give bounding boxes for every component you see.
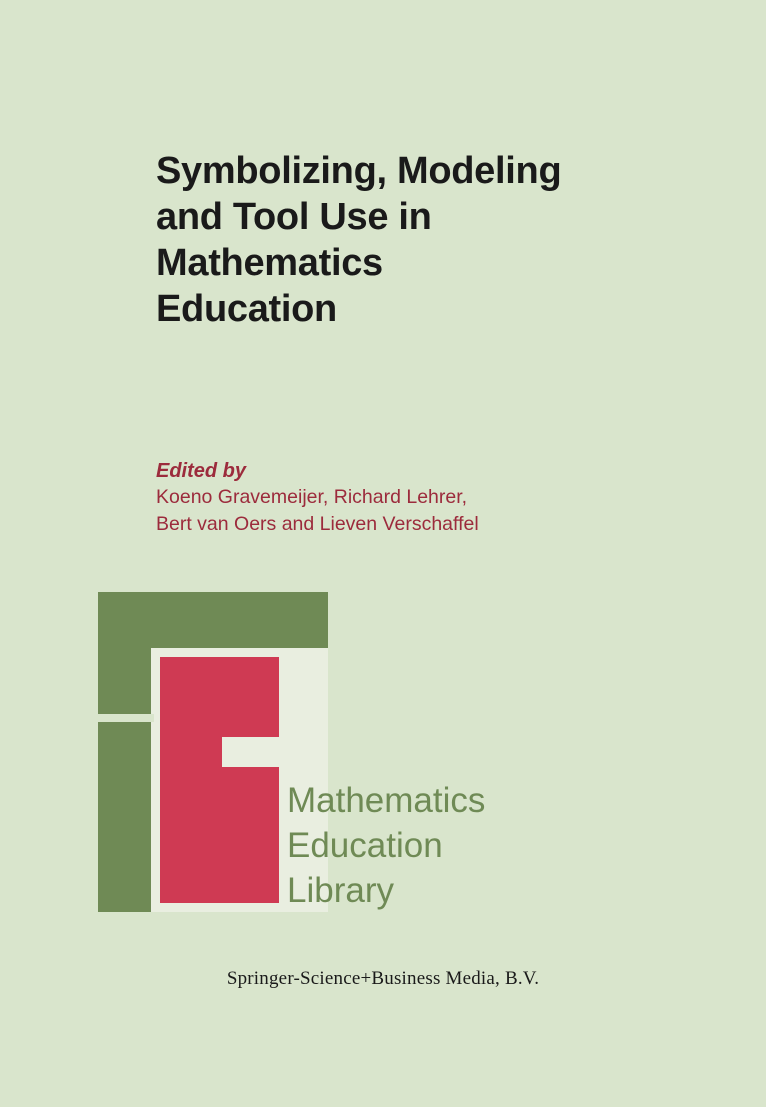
editor-line-2: Bert van Oers and Lieven Verschaffel xyxy=(156,513,479,535)
publisher-name: Springer-Science+Business Media, B.V. xyxy=(226,968,540,989)
title-line-3: Mathematics xyxy=(156,242,383,284)
series-title xyxy=(287,778,687,913)
logo-notch xyxy=(98,714,154,722)
title-line-2: and Tool Use in xyxy=(156,196,432,238)
logo-red-bottom xyxy=(160,793,279,903)
series-line-2: Education xyxy=(287,826,443,865)
series-line-1: Mathematics xyxy=(287,781,486,820)
series-line-3: Library xyxy=(287,871,394,910)
logo-red-top xyxy=(160,657,279,737)
book-title xyxy=(156,148,676,332)
editor-line-1: Koeno Gravemeijer, Richard Lehrer, xyxy=(156,486,468,508)
logo-red-step xyxy=(222,767,279,793)
publisher-block xyxy=(0,968,766,990)
logo-red-middle xyxy=(160,737,222,793)
title-line-4: Education xyxy=(156,288,337,330)
edited-by-label: Edited by xyxy=(156,460,247,482)
editors-block xyxy=(156,458,676,538)
title-line-1: Symbolizing, Modeling xyxy=(156,150,562,192)
